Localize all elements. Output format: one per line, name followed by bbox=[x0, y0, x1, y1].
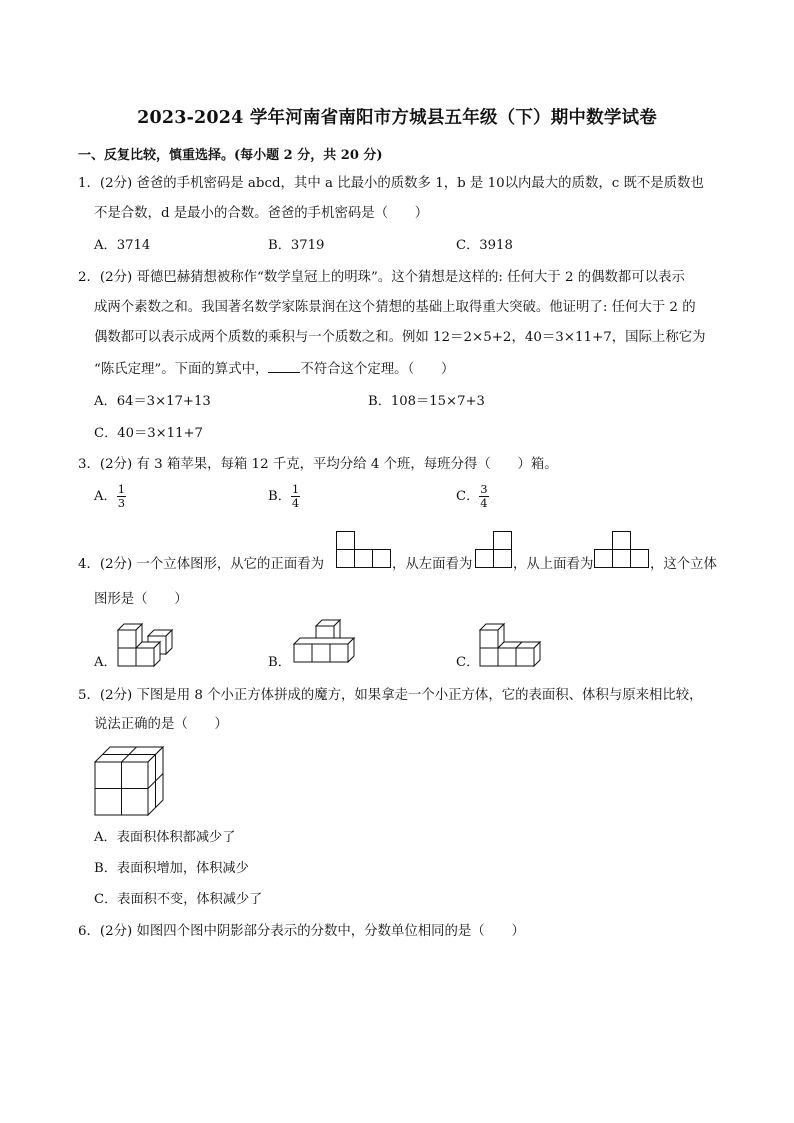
q5-line1: 5．(2分) 下图是用 8 个小正方体拼成的魔方，如果拿走一个小正方体，它的表面积、体积与原来相比较， bbox=[78, 688, 703, 703]
q2-line4 bbox=[94, 358, 454, 380]
page-title: 2023-2024 学年河南省南阳市方城县五年级（下）期中数学试卷 bbox=[137, 108, 657, 128]
numerator: 1 bbox=[117, 482, 126, 496]
q4-part1: 4．(2分) 一个立体图形，从它的正面看为 bbox=[78, 557, 324, 572]
q3-line1: 3．(2分) 有 3 箱苹果，每箱 12 千克，平均分给 4 个班，每班分得（ ）箱。 bbox=[78, 457, 558, 472]
q4-part4: ，这个立体 bbox=[650, 557, 717, 572]
denominator: 4 bbox=[480, 496, 488, 510]
q3-option-c[interactable] bbox=[456, 483, 489, 510]
left-view-figure bbox=[475, 531, 513, 569]
cube-stack-a-figure[interactable] bbox=[116, 622, 186, 668]
q4-part3: ，从上面看为 bbox=[513, 557, 594, 572]
q3-option-a[interactable] bbox=[94, 483, 126, 510]
q1-option-a[interactable]: A．3714 bbox=[94, 238, 151, 253]
q4-part2: ，从左面看为 bbox=[392, 557, 473, 572]
q3-option-b-label: B． bbox=[268, 489, 291, 504]
cube-stack-c-figure[interactable] bbox=[478, 622, 544, 668]
front-view-figure bbox=[336, 531, 392, 569]
q4-option-b[interactable]: B． bbox=[268, 655, 291, 670]
q2-option-b[interactable]: B．108＝15×7+3 bbox=[368, 394, 485, 409]
top-view-figure bbox=[594, 531, 650, 569]
numerator: 1 bbox=[291, 482, 300, 496]
fraction bbox=[291, 483, 300, 510]
q3-option-a-label: A． bbox=[94, 489, 117, 504]
magic-cube-figure bbox=[94, 746, 166, 816]
q2-line3: 偶数都可以表示成两个质数的乘积与一个质数之和。例如 12＝2×5+2，40＝3×11+7，国际上称它为 bbox=[94, 330, 706, 345]
fraction bbox=[479, 483, 488, 510]
denominator: 4 bbox=[291, 496, 300, 510]
denominator: 3 bbox=[117, 496, 126, 510]
q6-line1: 6．(2分) 如图四个图中阴影部分表示的分数中，分数单位相同的是（ ） bbox=[78, 924, 525, 939]
answer-blank[interactable] bbox=[268, 358, 300, 373]
q2-line4-end: 不符合这个定理。（ ） bbox=[300, 362, 455, 377]
q2-option-a[interactable]: A．64＝3×17+13 bbox=[94, 394, 211, 409]
cube-stack-b-figure[interactable] bbox=[292, 620, 356, 668]
q5-option-a[interactable]: A．表面积体积都减少了 bbox=[94, 830, 236, 845]
q1-line2: 不是合数，d 是最小的合数。爸爸的手机密码是（ ） bbox=[94, 206, 429, 221]
q2-line2: 成两个素数之和。我国著名数学家陈景润在这个猜想的基础上取得重大突破。他证明了: 任何大于 2 的 bbox=[94, 300, 696, 315]
q1-option-c[interactable]: C．3918 bbox=[456, 238, 513, 253]
section-heading: 一、反复比较，慎重选择。(每小题 2 分，共 20 分) bbox=[78, 148, 383, 163]
q5-option-b[interactable]: B．表面积增加，体积减少 bbox=[94, 861, 249, 876]
q5-option-c[interactable]: C．表面积不变，体积减少了 bbox=[94, 892, 263, 907]
q1-line1: 1．(2分) 爸爸的手机密码是 abcd，其中 a 比最小的质数多 1，b 是 10以内最大的质数，c 既不是质数也 bbox=[78, 176, 704, 191]
q5-line2: 说法正确的是（ ） bbox=[94, 717, 228, 732]
fraction bbox=[117, 483, 126, 510]
q4-option-a[interactable]: A． bbox=[94, 655, 117, 670]
q3-option-b[interactable] bbox=[268, 483, 300, 510]
q1-option-b[interactable]: B．3719 bbox=[268, 238, 325, 253]
q2-line1: 2．(2分) 哥德巴赫猜想被称作“数学皇冠上的明珠”。这个猜想是这样的: 任何大于 2 的偶数都可以表示 bbox=[78, 270, 685, 285]
q2-line4-start: “陈氏定理”。下面的算式中， bbox=[94, 362, 269, 377]
q3-option-c-label: C． bbox=[456, 489, 480, 504]
numerator: 3 bbox=[480, 482, 488, 496]
q4-option-c[interactable]: C． bbox=[456, 655, 480, 670]
q4-line2: 图形是（ ） bbox=[94, 592, 188, 607]
q2-option-c[interactable]: C．40＝3×11+7 bbox=[94, 426, 203, 441]
